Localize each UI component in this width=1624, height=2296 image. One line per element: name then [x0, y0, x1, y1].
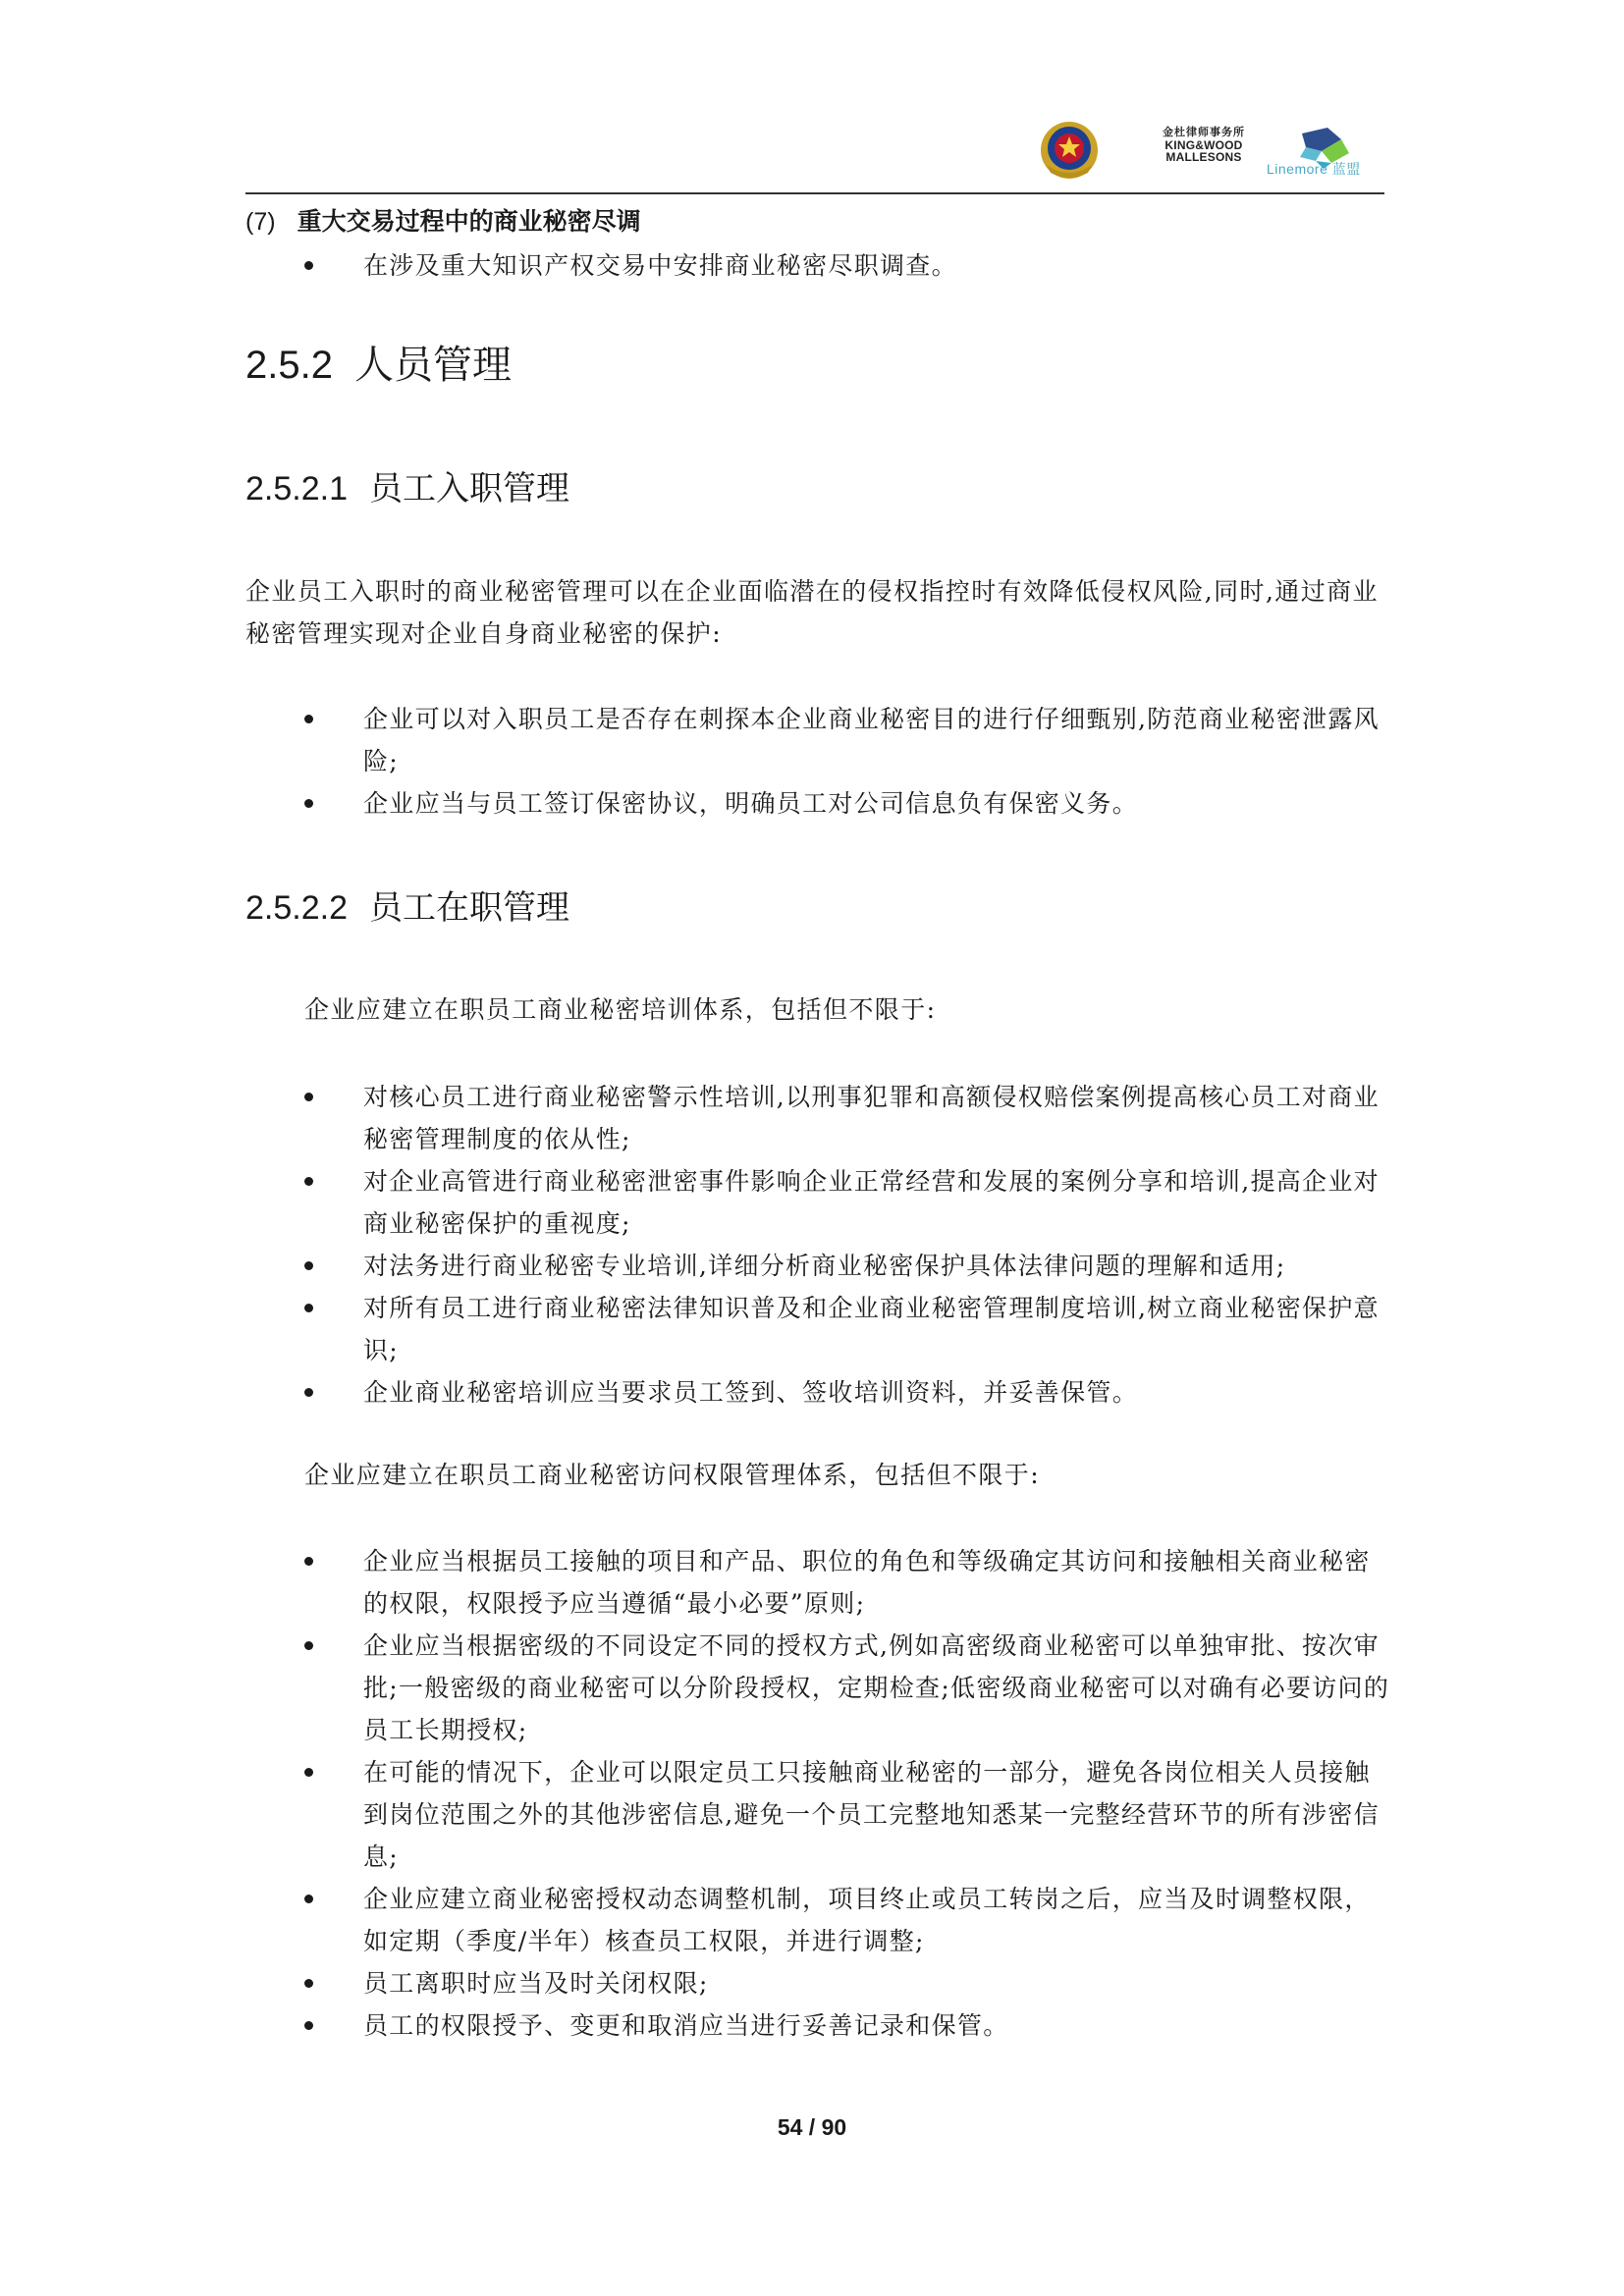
list-item: 员工离职时应当及时关闭权限;	[304, 1962, 1394, 2004]
access-bullets	[304, 1540, 1394, 2047]
bullet-icon	[304, 1093, 313, 1101]
section-7-bullets	[304, 244, 1394, 287]
bullet-icon	[304, 2021, 313, 2030]
kwm-en-line2: MALLESONS	[1165, 150, 1242, 165]
header-logos	[1039, 116, 1382, 185]
kwm-logo	[1125, 128, 1282, 164]
bullet-icon	[304, 1304, 313, 1312]
list-item: 在涉及重大知识产权交易中安排商业秘密尽职调查。	[304, 244, 1394, 287]
heading-2-5-2-1	[245, 461, 569, 509]
page-number: 54 / 90	[777, 2114, 847, 2140]
bullet-icon	[304, 1388, 313, 1397]
heading-2-5-2-2-title: 员工在职管理	[368, 888, 569, 928]
heading-2-5-2-title: 人员管理	[353, 343, 512, 388]
list-item: 在可能的情况下，企业可以限定员工只接触商业秘密的一部分，避免各岗位相关人员接触到岗位范围之外的其他涉密信息,避免一个员工完整地知悉某一完整经营环节的所有涉密信息;	[304, 1751, 1394, 1878]
onboarding-bullets	[304, 698, 1394, 825]
bullet-icon	[304, 1768, 313, 1777]
police-emblem-icon	[1039, 120, 1100, 181]
bullet-icon	[304, 799, 313, 808]
heading-2-5-2-1-number: 2.5.2.1	[245, 470, 348, 507]
heading-2-5-2-2	[245, 881, 569, 929]
intro-paragraph-onboarding: 企业员工入职时的商业秘密管理可以在企业面临潜在的侵权指控时有效降低侵权风险,同时,通过商业秘密管理实现对企业自身商业秘密的保护:	[245, 577, 1379, 648]
section-7-heading	[245, 202, 641, 238]
bullet-icon	[304, 715, 313, 723]
section-7-title: 重大交易过程中的商业秘密尽调	[297, 207, 641, 236]
heading-2-5-2-1-title: 员工入职管理	[368, 469, 569, 508]
section-7-number: (7)	[245, 208, 276, 236]
list-item: 企业应当根据员工接触的项目和产品、职位的角色和等级确定其访问和接触相关商业秘密的权限，权限授予应当遵循“最小必要”原则;	[304, 1540, 1394, 1625]
list-item: 企业应建立商业秘密授权动态调整机制，项目终止或员工转岗之后，应当及时调整权限，如定期（季度/半年）核查员工权限，并进行调整;	[304, 1878, 1394, 1962]
bullet-icon	[304, 261, 313, 270]
bullet-icon	[304, 1177, 313, 1186]
bullet-icon	[304, 1895, 313, 1903]
bullet-icon	[304, 1261, 313, 1270]
heading-2-5-2-2-number: 2.5.2.2	[245, 889, 348, 927]
intro-paragraph-training: 企业应建立在职员工商业秘密培训体系，包括但不限于:	[304, 995, 937, 1024]
bullet-icon	[304, 1641, 313, 1650]
list-item: 对核心员工进行商业秘密警示性培训,以刑事犯罪和高额侵权赔偿案例提高核心员工对商业秘密管理制度的依从性;	[304, 1076, 1394, 1160]
bullet-icon	[304, 1557, 313, 1566]
list-item: 企业商业秘密培训应当要求员工签到、签收培训资料，并妥善保管。	[304, 1371, 1394, 1414]
heading-2-5-2-number: 2.5.2	[245, 344, 333, 387]
training-bullets	[304, 1076, 1394, 1414]
list-item: 员工的权限授予、变更和取消应当进行妥善记录和保管。	[304, 2004, 1394, 2047]
list-item: 对所有员工进行商业秘密法律知识普及和企业商业秘密管理制度培训,树立商业秘密保护意识;	[304, 1287, 1394, 1371]
bullet-icon	[304, 1979, 313, 1988]
list-item: 企业应当根据密级的不同设定不同的授权方式,例如高密级商业秘密可以单独审批、按次审批;一般密级的商业秘密可以分阶段授权，定期检查;低密级商业秘密可以对确有必要访问的员工长期授权;	[304, 1625, 1394, 1751]
kwm-en-line1: KING&WOOD	[1164, 137, 1243, 152]
list-item: 企业应当与员工签订保密协议，明确员工对公司信息负有保密义务。	[304, 782, 1394, 825]
linemore-text: Linemore 蓝盟	[1267, 161, 1361, 177]
list-item: 对法务进行商业秘密专业培训,详细分析商业秘密保护具体法律问题的理解和适用;	[304, 1245, 1394, 1287]
heading-2-5-2	[245, 334, 512, 390]
list-item: 企业可以对入职员工是否存在刺探本企业商业秘密目的进行仔细甄别,防范商业秘密泄露风险;	[304, 698, 1394, 782]
header-divider	[245, 192, 1384, 194]
list-item: 对企业高管进行商业秘密泄密事件影响企业正常经营和发展的案例分享和培训,提高企业对商业秘密保护的重视度;	[304, 1160, 1394, 1245]
intro-paragraph-access: 企业应建立在职员工商业秘密访问权限管理体系，包括但不限于:	[304, 1461, 1041, 1489]
kwm-cn-text: 金杜律师事务所	[1163, 127, 1245, 138]
